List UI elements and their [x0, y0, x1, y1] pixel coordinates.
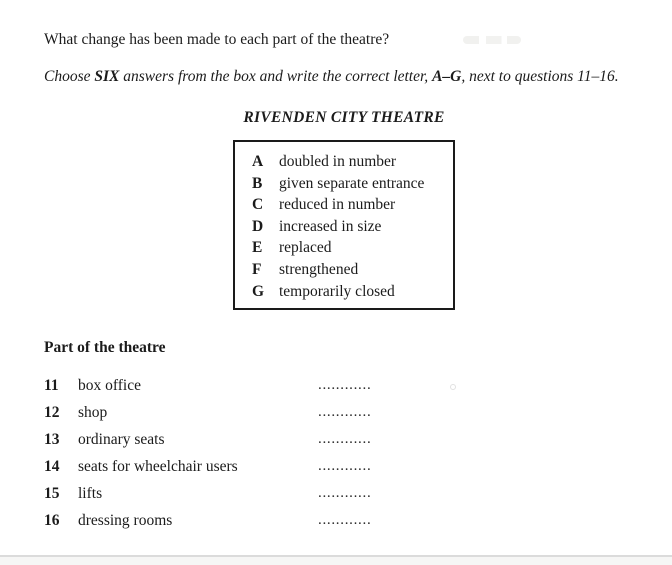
question-label: lifts — [78, 485, 103, 502]
question-prompt: What change has been made to each part of the theatre? — [44, 31, 390, 48]
instruction-text: answers from the box and write the correct letter, — [119, 68, 433, 85]
question-label: seats for wheelchair users — [78, 458, 238, 475]
scan-artifact — [450, 384, 456, 390]
option-text: strengthened — [279, 260, 359, 278]
answer-blank: ............ — [318, 377, 372, 393]
question-number: 16 — [44, 512, 60, 529]
option-letter: D — [252, 217, 264, 235]
option-letter: G — [252, 282, 265, 300]
question-row-14 — [44, 453, 544, 480]
option-letter: B — [252, 174, 263, 192]
answer-blank: ............ — [318, 485, 372, 501]
option-text: temporarily closed — [279, 282, 395, 300]
instruction-text: , next to questions 11–16. — [461, 68, 619, 85]
question-row-13 — [44, 426, 544, 453]
answer-options-box — [233, 140, 455, 310]
option-row-c — [235, 194, 453, 216]
question-label: ordinary seats — [78, 431, 165, 448]
instruction-line — [44, 67, 619, 87]
question-label: box office — [78, 377, 141, 394]
question-label: dressing rooms — [78, 512, 173, 529]
option-row-b — [235, 173, 453, 195]
option-text: reduced in number — [279, 196, 396, 214]
question-row-16 — [44, 507, 544, 534]
answer-box-title: RIVENDEN CITY THEATRE — [243, 109, 445, 126]
question-number: 15 — [44, 485, 60, 502]
option-letter: C — [252, 196, 264, 214]
instruction-letter-range-emphasis: A–G — [432, 68, 462, 85]
option-row-e — [235, 237, 453, 259]
question-row-12 — [44, 399, 544, 426]
questions-list — [44, 372, 544, 534]
option-text: doubled in number — [279, 153, 397, 170]
option-text: increased in size — [279, 217, 382, 235]
option-row-f — [235, 259, 453, 281]
question-label: shop — [78, 404, 108, 421]
option-letter: E — [252, 239, 263, 257]
answer-blank: ............ — [318, 458, 372, 474]
question-row-15 — [44, 480, 544, 507]
option-letter: F — [252, 260, 262, 278]
option-text: given separate entrance — [279, 174, 425, 192]
answer-blank: ............ — [318, 512, 372, 528]
questions-section-heading: Part of the theatre — [44, 339, 166, 356]
option-text: replaced — [279, 239, 332, 257]
question-number: 13 — [44, 431, 60, 448]
scan-artifact — [463, 36, 521, 44]
page-bottom-margin — [0, 557, 672, 565]
option-row-g — [235, 281, 453, 303]
question-number: 14 — [44, 458, 60, 475]
instruction-text: Choose — [44, 68, 95, 85]
question-row-11 — [44, 372, 544, 399]
option-row-d — [235, 216, 453, 238]
option-row-a — [235, 151, 453, 173]
answer-blank: ............ — [318, 431, 372, 447]
question-number: 12 — [44, 404, 60, 421]
option-letter: A — [252, 153, 264, 170]
instruction-six-emphasis: SIX — [94, 68, 120, 85]
answer-blank: ............ — [318, 404, 372, 420]
question-number: 11 — [44, 377, 59, 394]
